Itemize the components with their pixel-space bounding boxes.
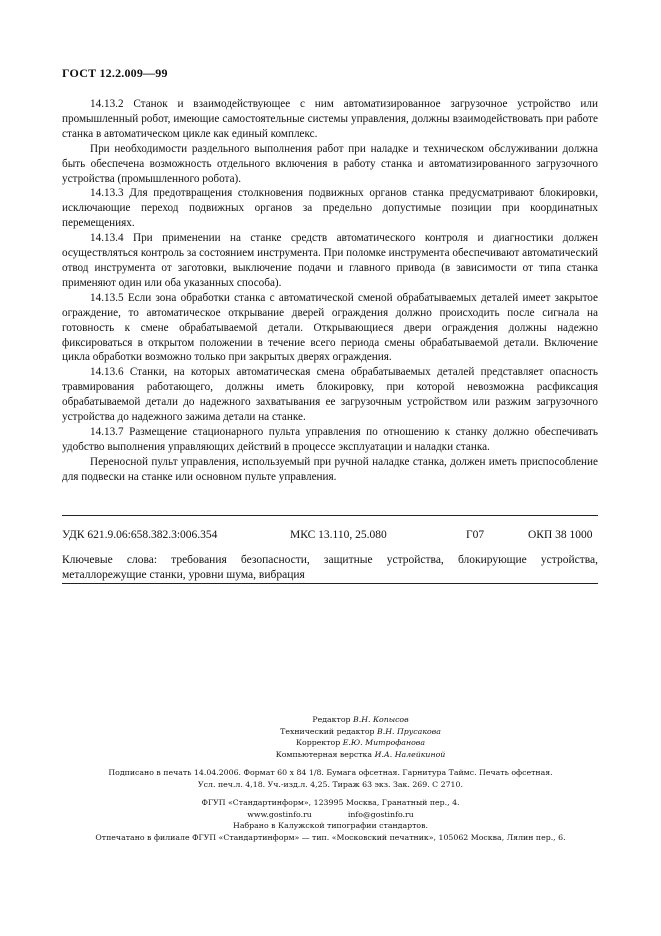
typeset-line: Набрано в Калужской типографии стандартов. xyxy=(233,821,428,831)
layout-label: Компьютерная верстка xyxy=(275,749,373,759)
publication-line-2: Усл. печ.л. 4,18. Уч.-изд.л. 4,25. Тираж 63 экз. Зак. 269. С 2710. xyxy=(198,779,463,789)
mks-code: МКС 13.110, 25.080 xyxy=(290,529,387,541)
paragraph-14-13-4: 14.13.4 При применении на станке средств автоматического контроля и диагностики должен осуществляться контроль за состоянием инструмента. При поломке инструмента обеспечивают автоматический отвод инструмента от заготовки, выключение подачи и главного привода (в зависимости от типа станка применяют один или оба указанных способа). xyxy=(62,232,598,289)
contacts-line xyxy=(40,809,621,821)
tech-editor-line xyxy=(120,726,601,738)
proofreader-line xyxy=(120,737,601,749)
editor-name: В.Н. Копысов xyxy=(353,715,409,724)
editor-label: Редактор xyxy=(312,715,351,724)
publisher-imprint xyxy=(40,797,621,843)
editor-line xyxy=(120,714,601,726)
printed-line: Отпечатано в филиале ФГУП «Стандартинформ» — тип. «Московский печатник», 105062 Москва, Лялин пер., 6. xyxy=(95,832,566,842)
udk-code: УДК 621.9.06:658.382.3:006.354 xyxy=(62,529,218,541)
publication-info xyxy=(40,767,621,790)
paragraph-14-13-3: 14.13.3 Для предотвращения столкновения подвижных органов станка предусматривают блокировки, исключающие переход подвижных органов за предельно допустимые позиции при координатных перемещениях. xyxy=(62,187,598,230)
proofreader-label: Корректор xyxy=(296,738,341,748)
email-link[interactable]: info@gostinfo.ru xyxy=(347,809,414,819)
main-text xyxy=(62,97,598,485)
keywords: Ключевые слова: требования безопасности, защитные устройства, блокирующие устройства, металлорежущие станки, уровни шума, вибрация xyxy=(62,554,598,581)
paragraph-14-13-6: 14.13.6 Станки, на которых автоматическая смена обрабатываемых деталей представляет опасность травмирования работающего, должны иметь блокировку, при которой невозможна расфиксация обрабатываемой детали до надежного захватывания ее загрузочным устройством или разжим загрузочного устройства до надежного зажима детали на станке. xyxy=(62,366,598,424)
publisher-line: ФГУП «Стандартинформ», 123995 Москва, Гранатный пер., 4. xyxy=(201,798,460,807)
group-code: Г07 xyxy=(466,529,485,541)
credits-block xyxy=(120,714,601,760)
website-link[interactable]: www.gostinfo.ru xyxy=(247,809,312,819)
divider-top xyxy=(62,515,598,516)
layout-name: И.А. Налейкиной xyxy=(374,749,446,759)
paragraph-separate-work: При необходимости раздельного выполнения работ при наладке и техническом обслуживании должна быть обеспечена возможность отдельного включения в работу станка и автоматизированного загрузочного устройства (промышленного робота). xyxy=(62,142,598,185)
tech-editor-label: Технический редактор xyxy=(280,726,375,736)
paragraph-portable-panel: Переносной пульт управления, используемый при ручной наладке станка, должен иметь приспособление для подвески на станке или основном пульте управления. xyxy=(62,455,598,483)
paragraph-14-13-2: 14.13.2 Станок и взаимодействующее с ним автоматизированное загрузочное устройство или промышленный робот, имеющие самостоятельные системы управления, должны взаимодействовать при работе станка в автоматическом цикле как единый комплекс. xyxy=(62,98,598,140)
okp-code: ОКП 38 1000 xyxy=(528,529,593,541)
standard-code: ГОСТ 12.2.009—99 xyxy=(62,66,168,80)
layout-line xyxy=(120,749,601,761)
tech-editor-name: В.Н. Прусакова xyxy=(377,726,441,736)
divider-bottom xyxy=(62,583,598,584)
proofreader-name: Е.Ю. Митрофанова xyxy=(342,738,425,748)
paragraph-14-13-7: 14.13.7 Размещение стационарного пульта управления по отношению к станку должно обеспечивать удобство выполнения управляющих действий в процессе эксплуатации и наладки станка. xyxy=(62,425,598,453)
publication-line-1: Подписано в печать 14.04.2006. Формат 60 x 84 1/8. Бумага офсетная. Гарнитура Таймс. Печать офсетная. xyxy=(108,768,553,777)
paragraph-14-13-5: 14.13.5 Если зона обработки станка с автоматической сменой обрабатываемых деталей имеет закрытое ограждение, то автоматическое открывание дверей ограждения должно происходить после сигнала на готовность к смене обрабатываемой детали. Открывающиеся двери ограждения должны надежно фиксироваться в открытом положении в течение всего периода смены обрабатываемой детали. Включение цикла обработки возможно только при закрытых дверях ограждения. xyxy=(62,291,598,364)
